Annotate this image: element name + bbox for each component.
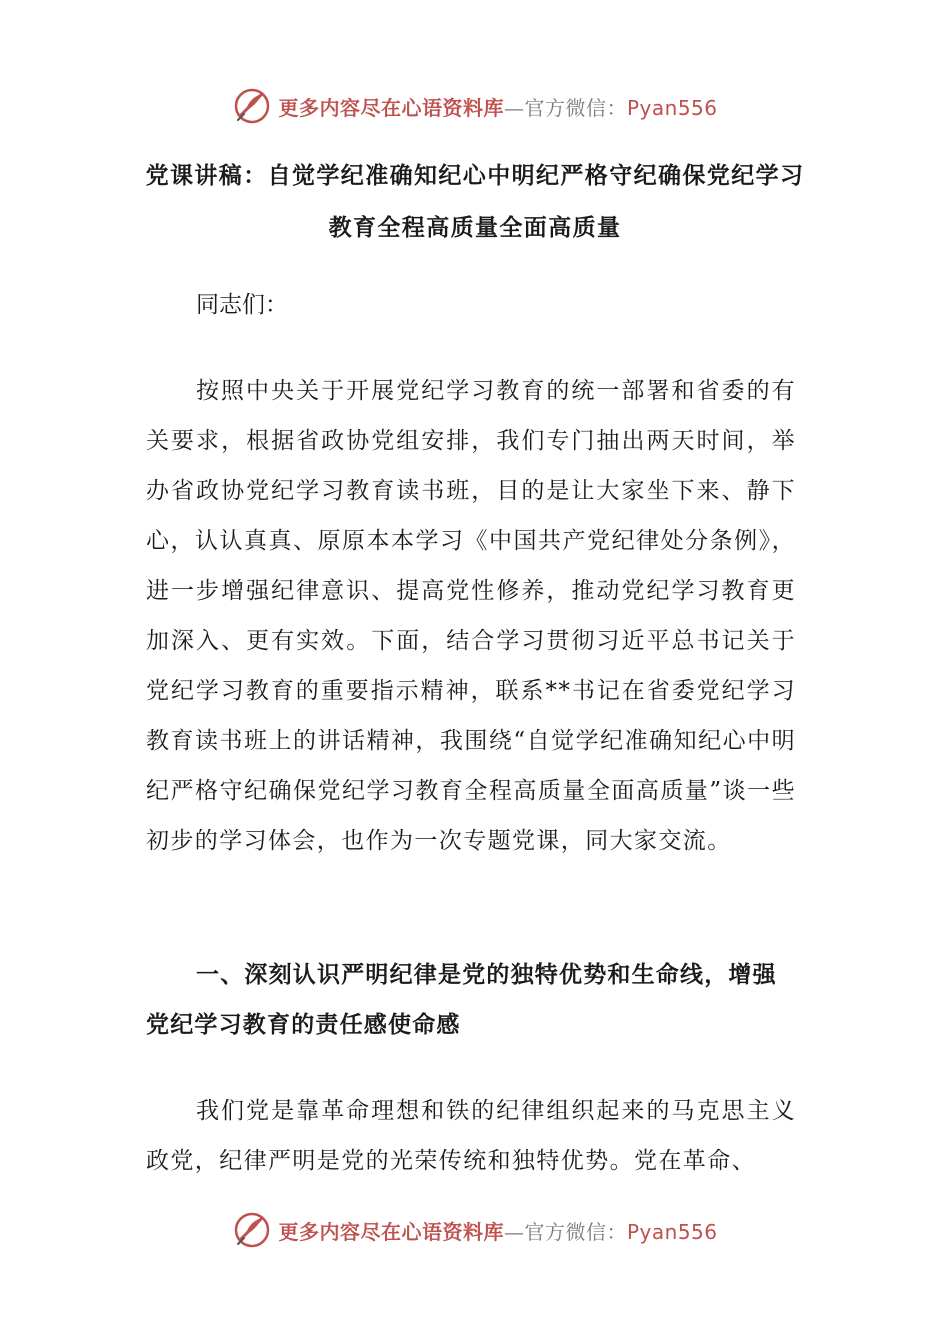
watermark-label: 官方微信： bbox=[524, 1219, 627, 1244]
watermark-brand: 更多内容尽在心语资料库 bbox=[278, 1219, 504, 1244]
watermark-label: 官方微信： bbox=[524, 95, 627, 120]
body-paragraph-1: 按照中央关于开展党纪学习教育的统一部署和省委的有关要求，根据省政协党组安排，我们专门抽出两天时间，举办省政协党纪学习教育读书班，目的是让大家坐下来、静下心，认认真真、原原本本学习《中国共产党纪律处分条例》，进一步增强纪律意识、提高党性修养，推动党纪学习教育更加深入、更有实效。下面，结合学习贯彻习近平总书记关于党纪学习教育的重要指示精神，联系**书记在省委党纪学习教育读书班上的讲话精神，我围绕“自觉学纪准确知纪心中明纪严格守纪确保党纪学习教育全程高质量全面高质量”谈一些初步的学习体会，也作为一次专题党课，同大家交流。 bbox=[146, 378, 796, 854]
watermark-dash: — bbox=[503, 1219, 525, 1244]
document-title: 党课讲稿：自觉学纪准确知纪心中明纪严格守纪确保党纪学习教育全程高质量全面高质量 bbox=[145, 163, 805, 241]
watermark-wechat-id: Pyan556 bbox=[626, 1219, 718, 1244]
watermark-text bbox=[278, 92, 717, 121]
watermark-dash: — bbox=[503, 95, 525, 120]
watermark-brand: 更多内容尽在心语资料库 bbox=[278, 95, 504, 120]
body-paragraph-2: 我们党是靠革命理想和铁的纪律组织起来的马克思主义政党，纪律严明是党的光荣传统和独特优势。党在革命、 bbox=[146, 1098, 796, 1174]
watermark-header bbox=[0, 82, 950, 130]
watermark-footer bbox=[0, 1206, 950, 1254]
watermark-text bbox=[278, 1216, 717, 1245]
quill-pen-logo-icon bbox=[232, 1210, 272, 1250]
greeting: 同志们： bbox=[196, 292, 288, 318]
section-heading-1: 一、深刻认识严明纪律是党的独特优势和生命线，增强党纪学习教育的责任感使命感 bbox=[146, 962, 777, 1038]
quill-pen-logo-icon bbox=[232, 86, 272, 126]
watermark-wechat-id: Pyan556 bbox=[626, 95, 718, 120]
